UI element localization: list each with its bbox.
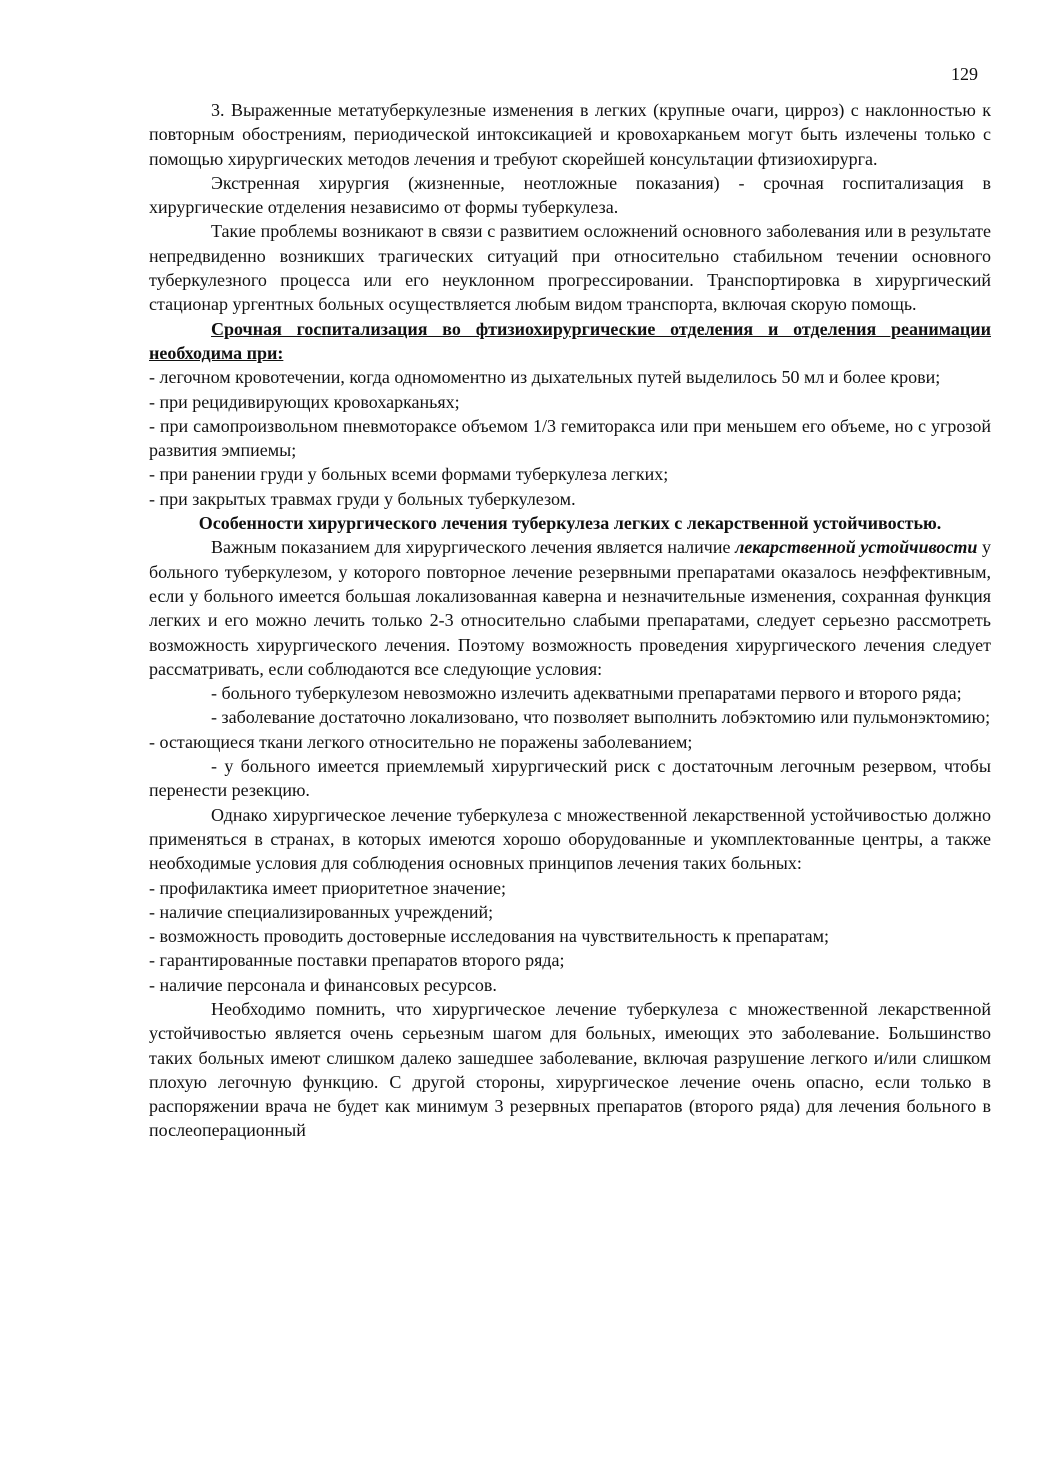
emphasized-term: лекарственной устойчивости — [735, 537, 978, 558]
list-item: - гарантированные поставки препаратов второго ряда; — [149, 950, 565, 971]
paragraph-4-rest: у больного туберкулезом, у которого повторное лечение резервными препаратами оказалось неэффективным, если у больного имеется большая локализованная каверна и незначительные изменения, сохранная функция легких и его можно лечить только 2-3 относительно слабыми препаратами, следует серьезно рассмотреть возможность хирургического лечения. Поэтому возможность проведения хирургического лечения следует рассматривать, если соблюдаются все следующие условия: — [149, 537, 991, 679]
page-number: 129 — [951, 64, 978, 84]
list-item: - при самопроизвольном пневмотораксе объемом 1/3 гемиторакса или при меньшем его объеме, но с угрозой развития эмпиемы; — [149, 415, 991, 461]
paragraph-4-start: Важным показанием для хирургического лечения является наличие — [211, 537, 736, 558]
list-item: - при рецидивирующих кровохарканьях; — [149, 391, 460, 412]
list-item: - профилактика имеет приоритетное значение; — [149, 877, 507, 898]
condition-item: - заболевание достаточно локализовано, что позволяет выполнить лобэктомию или пульмонэктомию; — [211, 707, 991, 728]
list-item: - при ранении груди у больных всеми формами туберкулеза легких; — [149, 464, 669, 485]
list-item: - наличие специализированных учреждений; — [149, 901, 494, 922]
condition-item: - остающиеся ткани легкого относительно не поражены заболеванием; — [149, 731, 693, 752]
page-body — [149, 98, 991, 1143]
list-item: - при закрытых травмах груди у больных туберкулезом. — [149, 488, 576, 509]
paragraph-3: Такие проблемы возникают в связи с развитием осложнений основного заболевания или в результате непредвиденно возникших трагических ситуаций при относительно стабильном течении основного туберкулезного процесса или его неуклонном прогрессировании. Транспортировка в хирургический стационар ургентных больных осуществляется любым видом транспорта, включая скорую помощь. — [149, 221, 991, 315]
section-heading: Особенности хирургического лечения туберкулеза легких с лекарственной устойчивостью. — [198, 513, 942, 534]
list-item: - наличие персонала и финансовых ресурсов. — [149, 974, 497, 995]
paragraph-6: Необходимо помнить, что хирургическое лечение туберкулеза с множественной лекарственной устойчивостью является очень серьезным шагом для больных, имеющих это заболевание. Большинство таких больных имеют слишком далеко зашедшее заболевание, включая разрушение легкого и/или слишком плохую легочную функцию. С другой стороны, хирургическое лечение очень опасно, если только в распоряжении врача не будет как минимум 3 резервных препаратов (второго ряда) для лечения больного в послеоперационный — [149, 998, 991, 1141]
paragraph-2: Экстренная хирургия (жизненные, неотложные показания) - срочная госпитализация в хирургические отделения независимо от формы туберкулеза. — [149, 172, 991, 218]
list-item: - возможность проводить достоверные исследования на чувствительность к препаратам; — [149, 926, 829, 947]
condition-item: - у больного имеется приемлемый хирургический риск с достаточным легочным резервом, чтобы перенести резекцию. — [149, 756, 991, 801]
list-item: - легочном кровотечении, когда одномоментно из дыхательных путей выделилось 50 мл и более крови; — [149, 367, 941, 388]
condition-item: - больного туберкулезом невозможно излечить адекватными препаратами первого и второго ряда; — [211, 683, 962, 704]
paragraph-1: 3. Выраженные метатуберкулезные изменения в легких (крупные очаги, цирроз) с наклонностью к повторным обострениям, периодической интоксикацией и кровохарканьем могут быть излечены только с помощью хирургических методов лечения и требуют скорейшей консультации фтизиохирурга. — [149, 100, 991, 169]
paragraph-5: Однако хирургическое лечение туберкулеза с множественной лекарственной устойчивостью должно применяться в странах, в которых имеются хорошо оборудованные и укомплектованные центры, а также необходимые условия для соблюдения основных принципов лечения таких больных: — [149, 804, 991, 874]
heading-urgent-hospitalization: Срочная госпитализация во фтизиохирургические отделения и отделения реанимации необходима при: — [149, 318, 991, 363]
paragraph-4 — [149, 535, 991, 681]
